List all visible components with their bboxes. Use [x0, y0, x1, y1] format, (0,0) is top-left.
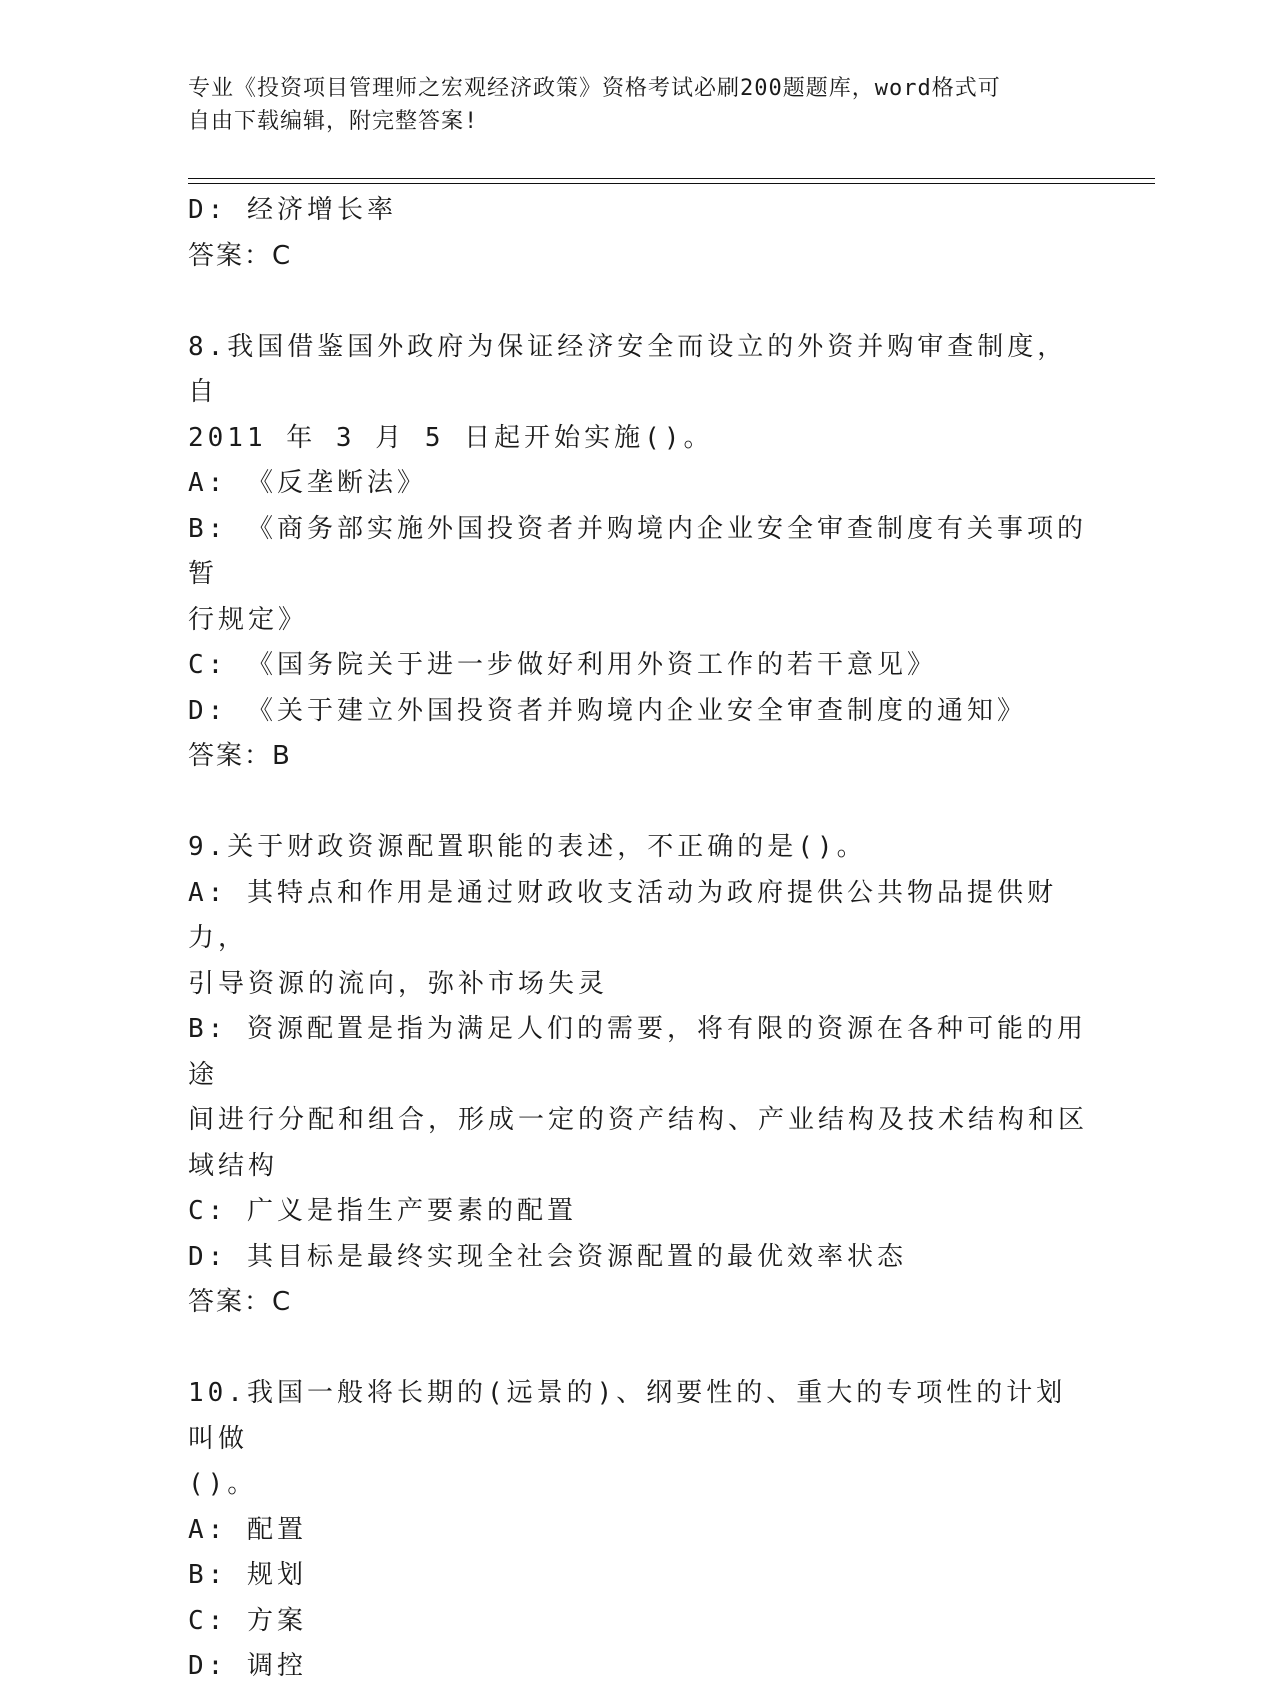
option-b: 域结构: [188, 1150, 279, 1181]
option-a: A: 《反垄断法》: [188, 468, 427, 498]
spacer: [188, 1326, 1088, 1372]
question-9: [188, 825, 1088, 1326]
question-stem: ()。: [188, 1469, 258, 1499]
option-b: 行规定》: [188, 604, 309, 635]
option-d: D: 《关于建立外国投资者并购境内企业安全审查制度的通知》: [188, 695, 1027, 726]
header-line-2: 自由下载编辑，附完整答案!: [188, 109, 479, 134]
question-stem: 2011 年 3 月 5 日起开始实施()。: [188, 422, 714, 453]
option-a: A: 其特点和作用是通过财政收支活动为政府提供公共物品提供财力，: [188, 877, 1057, 953]
option-c: C: 方案: [188, 1605, 307, 1636]
option-d: D: 经济增长率: [188, 195, 397, 225]
answer-line: 答案：C: [188, 1287, 293, 1317]
question-stem: 10.我国一般将长期的(远景的)、纲要性的、重大的专项性的计划叫做: [188, 1378, 1067, 1454]
header-line-1: 专业《投资项目管理师之宏观经济政策》资格考试必刷200题题库，word格式可: [188, 76, 1001, 101]
page-header: [188, 72, 1068, 138]
answer-line: 答案：B: [188, 741, 292, 771]
spacer: [188, 279, 1088, 325]
option-c: C: 《国务院关于进一步做好利用外资工作的若干意见》: [188, 650, 937, 680]
option-d: D: 调控: [188, 1651, 307, 1681]
option-b: B: 《商务部实施外国投资者并购境内企业安全审查制度有关事项的暂: [188, 513, 1087, 589]
question-content: [188, 188, 1088, 1690]
question-stem: 9.关于财政资源配置职能的表述，不正确的是()。: [188, 832, 867, 862]
answer-line: 答案：C: [188, 240, 293, 271]
option-d: D: 其目标是最终实现全社会资源配置的最优效率状态: [188, 1241, 907, 1272]
option-b: B: 资源配置是指为满足人们的需要，将有限的资源在各种可能的用途: [188, 1014, 1087, 1090]
option-b: B: 规划: [188, 1560, 307, 1590]
question-10: [188, 1371, 1088, 1690]
option-a: 引导资源的流向，弥补市场失灵: [188, 968, 609, 999]
spacer: [188, 780, 1088, 826]
option-b: 间进行分配和组合，形成一定的资产结构、产业结构及技术结构和区: [188, 1105, 1089, 1135]
previous-question-tail: [188, 188, 1088, 279]
question-stem: 8.我国借鉴国外政府为保证经济安全而设立的外资并购审查制度，自: [188, 331, 1068, 407]
option-a: A: 配置: [188, 1514, 307, 1545]
question-8: [188, 325, 1088, 780]
header-divider-bottom: [188, 183, 1155, 184]
header-divider-top: [188, 178, 1155, 179]
option-c: C: 广义是指生产要素的配置: [188, 1196, 577, 1226]
